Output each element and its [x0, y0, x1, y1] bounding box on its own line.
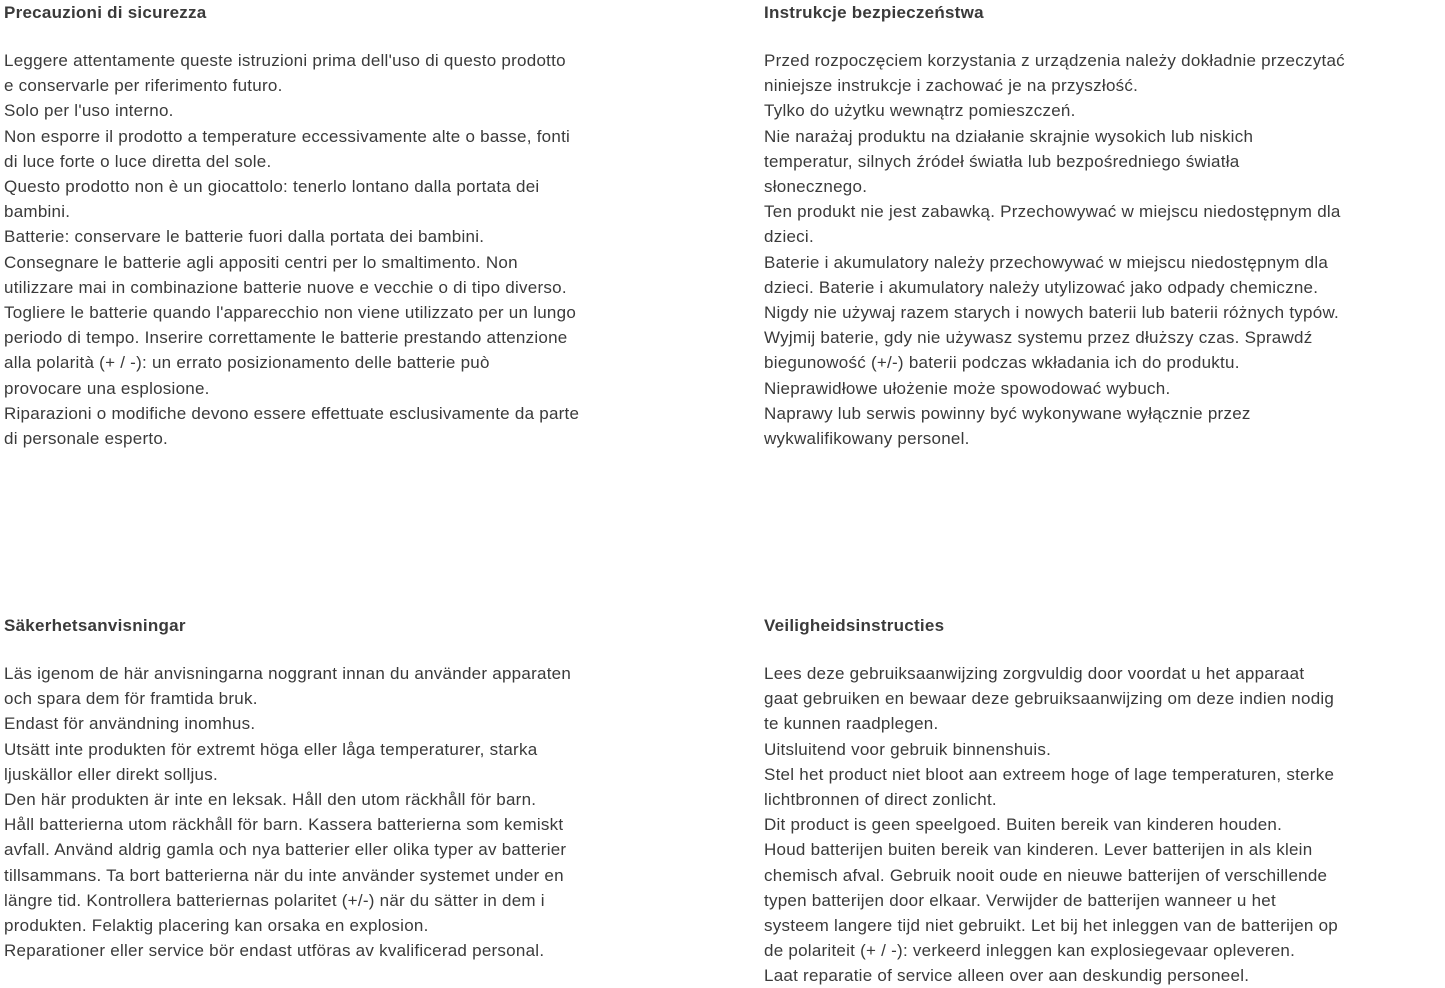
section-safety-polish	[764, 0, 1445, 451]
text-line: bambini.	[4, 202, 71, 222]
text-line: Utsätt inte produkten för extremt höga eller låga temperaturer, starka	[4, 739, 538, 759]
text-line: Tylko do użytku wewnątrz pomieszczeń.	[764, 101, 1076, 121]
text-line: Uitsluitend voor gebruik binnenshuis.	[764, 739, 1052, 759]
text-line: Leggere attentamente queste istruzioni prima dell'uso di questo prodotto	[4, 51, 566, 70]
text-line: Stel het product niet bloot aan extreem hoge of lage temperaturen, sterke	[764, 764, 1335, 784]
text-line: Non esporre il prodotto a temperature eccessivamente alte o basse, fonti	[4, 126, 571, 146]
text-line: Consegnare le batterie agli appositi centri per lo smaltimento. Non	[4, 252, 518, 272]
text-line: Nie narażaj produktu na działanie skrajnie wysokich lub niskich	[764, 126, 1254, 146]
text-line: słonecznego.	[764, 177, 868, 197]
text-line: och spara dem för framtida bruk.	[4, 689, 258, 709]
text-line: de polariteit (+ / -): verkeerd inleggen kan explosiegevaar opleveren.	[764, 941, 1296, 961]
text-line: Reparationer eller service bör endast utföras av kvalificerad personal.	[4, 941, 545, 961]
text-line: Batterie: conservare le batterie fuori dalla portata dei bambini.	[4, 227, 485, 247]
text-line: periodo di tempo. Inserire correttamente le batterie prestando attenzione	[4, 328, 568, 348]
text-line: Läs igenom de här anvisningarna noggrant innan du använder apparaten	[4, 664, 572, 683]
text-line: Riparazioni o modifiche devono essere effettuate esclusivamente da parte	[4, 403, 580, 423]
text-line: dzieci.	[764, 227, 814, 247]
text-line: Ten produkt nie jest zabawką. Przechowywać w miejscu niedostępnym dla	[764, 202, 1341, 222]
section-safety-swedish	[4, 613, 704, 963]
text-line: Nieprawidłowe ułożenie może spowodować wybuch.	[764, 378, 1171, 398]
text-line: lichtbronnen of direct zonlicht.	[764, 790, 997, 810]
text-line: biegunowość (+/-) baterii podczas wkładania ich do produktu.	[764, 353, 1240, 373]
text-line: Den här produkten är inte en leksak. Håll den utom räckhåll för barn.	[4, 790, 537, 810]
section-heading-dutch: Veiligheidsinstructies	[764, 616, 945, 635]
text-line: Dit product is geen speelgoed. Buiten bereik van kinderen houden.	[764, 815, 1283, 835]
text-line: di personale esperto.	[4, 429, 169, 449]
text-line: Houd batterijen buiten bereik van kinderen. Lever batterijen in als klein	[764, 840, 1313, 860]
section-safety-dutch	[764, 613, 1445, 988]
text-line: di luce forte o luce diretta del sole.	[4, 151, 272, 171]
section-body-polish	[764, 48, 1445, 451]
text-line: Wyjmij baterie, gdy nie używasz systemu przez dłuższy czas. Sprawdź	[764, 328, 1313, 348]
text-line: te kunnen raadplegen.	[764, 714, 939, 734]
text-line: gaat gebruiken en bewaar deze gebruiksaanwijzing om deze indien nodig	[764, 689, 1335, 709]
text-line: alla polarità (+ / -): un errato posizionamento delle batterie può	[4, 353, 490, 373]
text-line: systeem langere tijd niet gebruikt. Let bij het inleggen van de batterijen op	[764, 916, 1338, 936]
text-line: dzieci. Baterie i akumulatory należy utylizować jako odpady chemiczne.	[764, 277, 1319, 297]
text-line: Naprawy lub serwis powinny być wykonywane wyłącznie przez	[764, 403, 1251, 423]
text-line: Solo per l'uso interno.	[4, 101, 174, 121]
text-line: niniejsze instrukcje i zachować je na przyszłość.	[764, 76, 1139, 96]
text-line: temperatur, silnych źródeł światła lub bezpośredniego światła	[764, 151, 1240, 171]
text-line: provocare una esplosione.	[4, 378, 210, 398]
text-line: tillsammans. Ta bort batterierna när du inte använder systemet under en	[4, 865, 564, 885]
text-line: chemisch afval. Gebruik nooit oude en nieuwe batterijen of verschillende	[764, 865, 1328, 885]
text-line: ljuskällor eller direkt solljus.	[4, 764, 218, 784]
text-line: Baterie i akumulatory należy przechowywać w miejscu niedostępnym dla	[764, 252, 1329, 272]
text-line: typen batterijen door elkaar. Verwijder de batterijen wanneer u het	[764, 890, 1276, 910]
text-line: wykwalifikowany personel.	[764, 429, 970, 449]
text-line: längre tid. Kontrollera batteriernas polaritet (+/-) när du sätter in dem i	[4, 890, 545, 910]
text-line: Håll batterierna utom räckhåll för barn. Kassera batterierna som kemiskt	[4, 815, 564, 835]
text-line: Nigdy nie używaj razem starych i nowych baterii lub baterii różnych typów.	[764, 303, 1340, 323]
section-body-italian	[4, 48, 704, 451]
text-line: avfall. Använd aldrig gamla och nya batterier eller olika typer av batterier	[4, 840, 567, 860]
section-body-dutch	[764, 661, 1445, 988]
text-line: Laat reparatie of service alleen over aan deskundig personeel.	[764, 966, 1250, 986]
section-body-swedish	[4, 661, 704, 963]
section-heading-italian: Precauzioni di sicurezza	[4, 3, 207, 22]
text-line: Przed rozpoczęciem korzystania z urządzenia należy dokładnie przeczytać	[764, 51, 1345, 70]
section-heading-swedish: Säkerhetsanvisningar	[4, 616, 186, 635]
text-line: Questo prodotto non è un giocattolo: tenerlo lontano dalla portata dei	[4, 177, 540, 197]
text-line: Lees deze gebruiksaanwijzing zorgvuldig door voordat u het apparaat	[764, 664, 1305, 683]
text-line: Endast för användning inomhus.	[4, 714, 256, 734]
section-heading-polish: Instrukcje bezpieczeństwa	[764, 3, 984, 22]
section-safety-italian	[4, 0, 704, 451]
text-line: Togliere le batterie quando l'apparecchio non viene utilizzato per un lungo	[4, 303, 577, 323]
text-line: utilizzare mai in combinazione batterie nuove e vecchie o di tipo diverso.	[4, 277, 567, 297]
text-line: e conservarle per riferimento futuro.	[4, 76, 283, 96]
text-line: produkten. Felaktig placering kan orsaka en explosion.	[4, 916, 429, 936]
